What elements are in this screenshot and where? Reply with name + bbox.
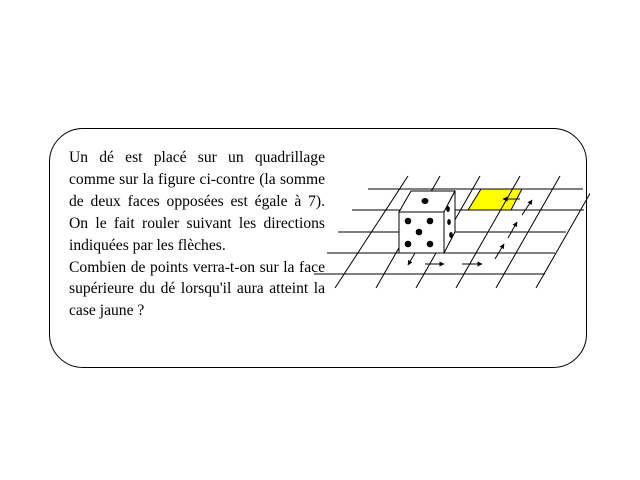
die-pip (422, 198, 429, 204)
die-pip (405, 218, 412, 225)
dice-grid-figure (310, 168, 590, 294)
arrow-up-right (495, 244, 504, 259)
die-pip (449, 232, 453, 238)
die-pip (416, 229, 423, 236)
die-pip (427, 218, 434, 225)
problem-statement: Un dé est placé sur un quadrillage comme sur la figure ci-contre (la somme de deux faces opposées est égale à 7). On le fait rouler suivant les directions indiquées par les flèches. (69, 149, 325, 254)
die (399, 191, 455, 253)
problem-text (69, 147, 325, 322)
arrow-down-left (408, 253, 415, 265)
arrow-up-right (508, 222, 517, 238)
die-pip (405, 241, 412, 248)
die-pip (427, 241, 434, 248)
problem-question: Combien de points verra-t-on sur la face supérieure du dé lorsqu'il aura atteint la case jaune ? (69, 258, 325, 320)
arrow-up-right (522, 200, 532, 215)
die-pip (447, 219, 451, 225)
die-pip (446, 206, 450, 212)
